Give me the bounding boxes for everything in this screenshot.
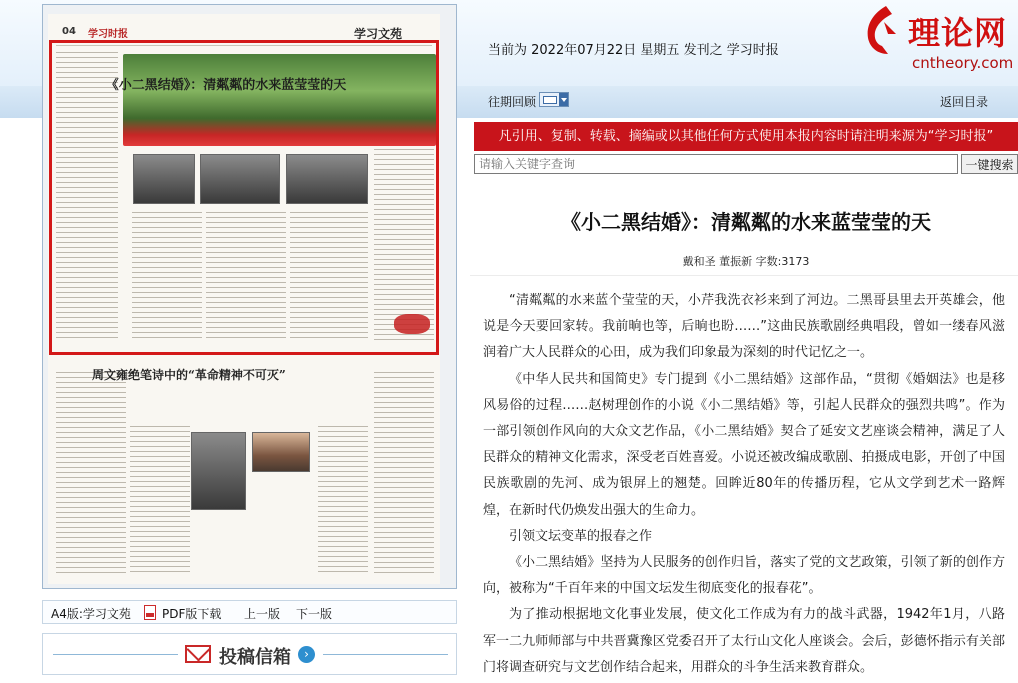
divider	[470, 275, 1018, 276]
envelope-icon	[185, 645, 211, 663]
next-page-link[interactable]: 下一版	[296, 607, 333, 621]
calendar-icon	[543, 96, 557, 104]
divider	[323, 654, 448, 655]
page-links-bar	[42, 600, 457, 624]
article-byline: 戴和圣 董振新 字数:3173	[682, 255, 810, 268]
search-button[interactable]: 一键搜索	[961, 154, 1018, 174]
logo-text[interactable]: 理论网	[908, 14, 1008, 52]
paper-name: 学习时报	[88, 29, 128, 40]
chevron-down-icon[interactable]	[559, 93, 568, 106]
article-paragraph: 《中华人民共和国简史》专门提到《小二黑结婚》这部作品，“贯彻《婚姻法》也是移风易俗的过程……赵树理创作的小说《小二黑结婚》等，引起人民群众的强烈共鸣”。作为一部引领创作风向的大众文艺作品，《小二黑结婚》契合了延安文艺座谈会精神，满足了人民群众的精神文化需求，深受老百姓喜爱。小说还被改编成歌剧、拍摄成电影，开创了中国民族歌剧的先河、成为银屏上的翘楚。回眸近80年的传播历程，它从文学到艺术一路辉煌，在新时代仍焕发出强大的生命力。	[483, 371, 1005, 518]
logo-icon	[862, 4, 898, 56]
logo-domain: cntheory.com	[912, 54, 1014, 72]
article-subheading: 引领文坛变革的报春之作	[509, 528, 653, 544]
article-paragraph: 《小二黑结婚》坚持为人民服务的创作归旨，落实了党的文艺政策，引领了新的创作方向，被称为“千百年来的中国文坛发生彻底变化的报春花”。	[483, 555, 1005, 597]
second-headline: 周文雍绝笔诗中的“革命精神不可灭”	[92, 368, 286, 382]
text-column	[56, 370, 126, 575]
submission-mailbox-button[interactable]	[42, 633, 457, 675]
portrait-photo	[191, 432, 246, 510]
text-column	[374, 370, 434, 575]
search-input[interactable]	[474, 154, 958, 174]
selected-article-highlight[interactable]	[49, 40, 439, 355]
back-to-index-link[interactable]: 返回目录	[940, 95, 989, 109]
opera-still-photo	[252, 432, 310, 472]
mailbox-label: 投稿信箱	[219, 647, 291, 668]
page-number: 04	[62, 26, 76, 37]
past-issues-label: 往期回顾	[488, 95, 537, 109]
section-name: 学习文苑	[353, 27, 402, 41]
copyright-notice: 凡引用、复制、转载、摘编或以其他任何方式使用本报内容时请注明来源为“学习时报”	[474, 122, 1018, 151]
calendar-picker[interactable]	[539, 92, 569, 107]
divider	[53, 654, 178, 655]
text-column	[318, 424, 368, 574]
pdf-icon[interactable]	[144, 605, 156, 620]
current-issue-text: 当前为 2022年07月22日 星期五 发刊之 学习时报	[488, 43, 779, 58]
article-paragraph: “清粼粼的水来蓝个莹莹的天，小芹我洗衣衫来到了河边。二黑哥县里去开英雄会，他说是今天要回家转。我前晌也等，后晌也盼……”这曲民族歌剧经典唱段，曾如一缕春风滋润着广大人民群众的心田，成为我们印象最为深刻的时代记忆之一。	[483, 293, 1005, 361]
prev-page-link[interactable]: 上一版	[244, 607, 281, 621]
edition-link[interactable]: A4版:学习文苑	[51, 607, 131, 621]
text-column	[130, 424, 190, 574]
article-paragraph: 为了推动根据地文化事业发展，使文化工作成为有力的战斗武器，1942年1月，八路军一二九师师部与中共晋冀豫区党委召开了太行山文化人座谈会。会后，彭德怀指示有关部门将调查研究与文艺创作结合起来，用群众的斗争生活来教育群众。	[483, 607, 1005, 675]
banner-title: 《小二黑结婚》：清粼粼的水来蓝莹莹的天	[105, 78, 347, 93]
arrow-right-icon: ›	[298, 646, 315, 663]
article-body	[483, 288, 1005, 681]
article-title: 《小二黑结婚》：清粼粼的水来蓝莹莹的天	[561, 210, 931, 234]
pdf-download-link[interactable]: PDF版下载	[162, 607, 222, 621]
